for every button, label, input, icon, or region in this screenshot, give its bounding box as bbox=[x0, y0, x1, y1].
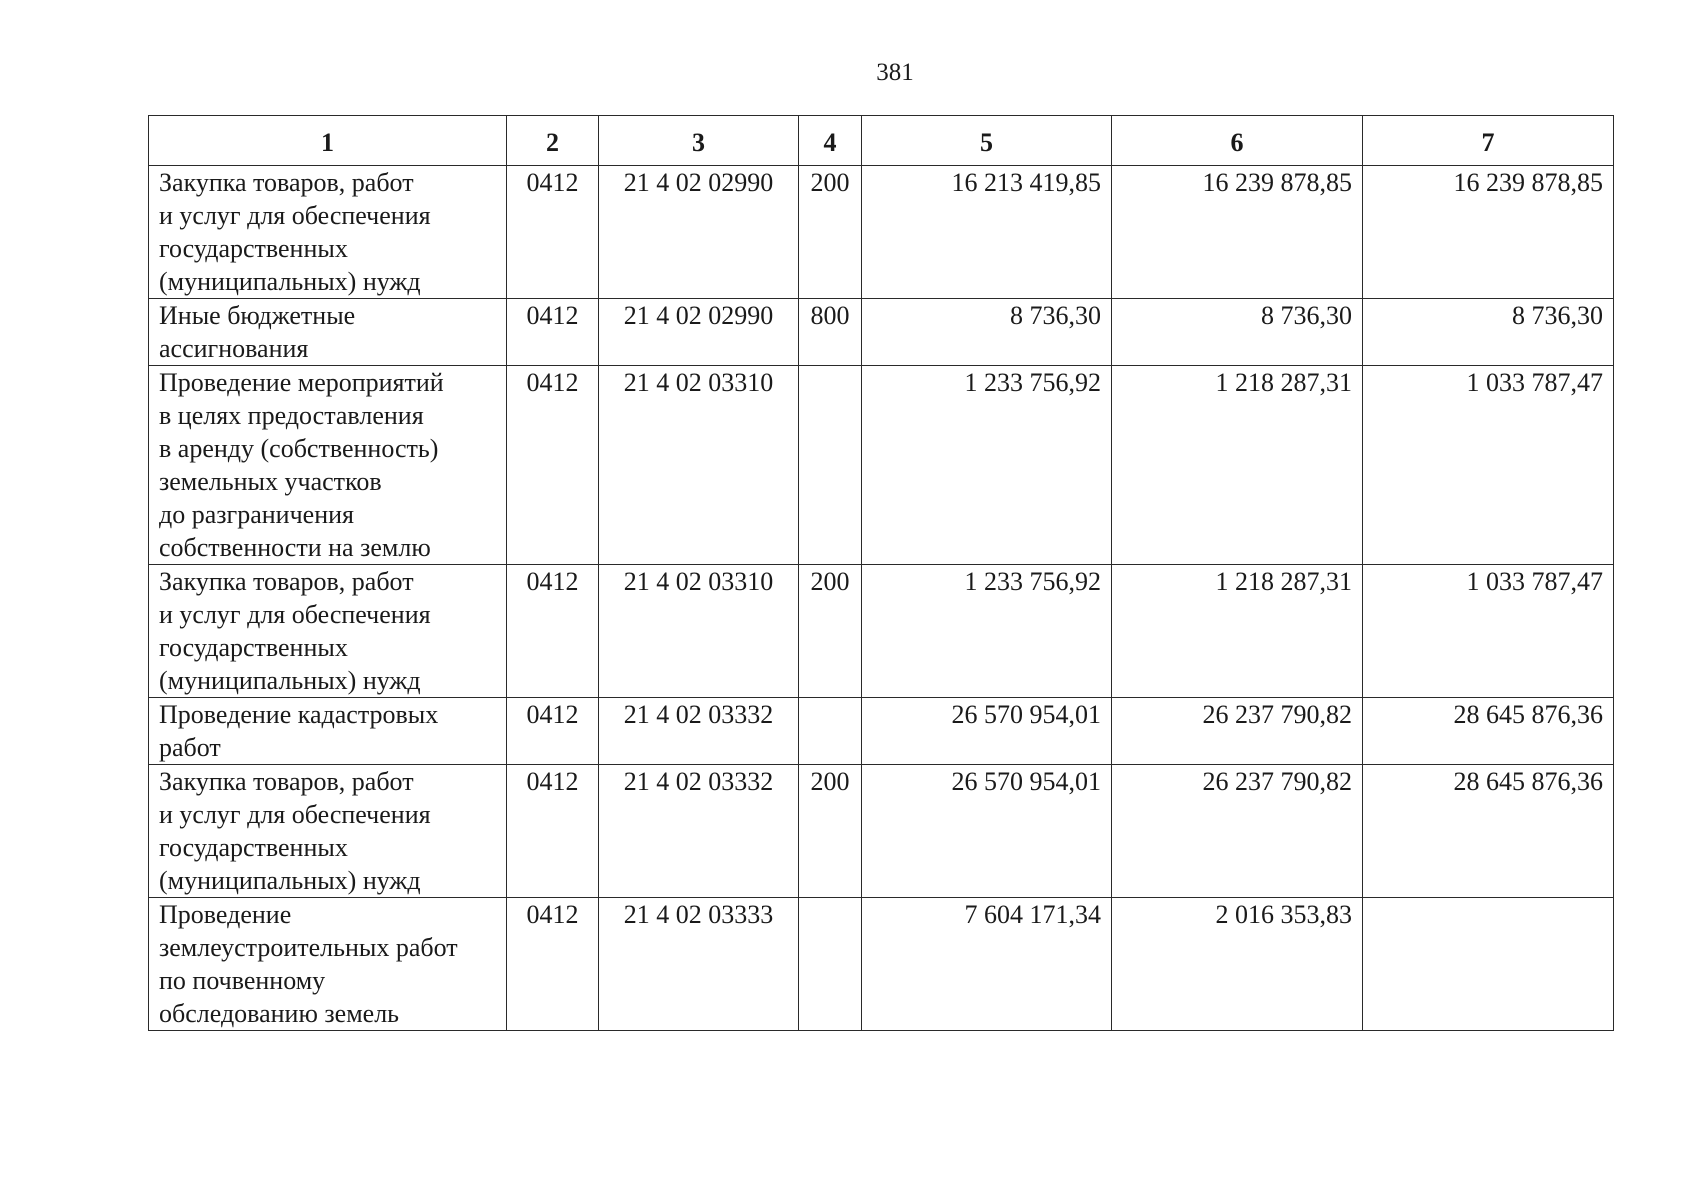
target-article-cell: 21 4 02 03332 bbox=[599, 765, 799, 898]
item-name-line: землеустроительных работ bbox=[159, 933, 458, 962]
item-name-line: работ bbox=[159, 733, 221, 762]
expense-type-cell: 200 bbox=[799, 565, 862, 698]
item-name-line: по почвенному bbox=[159, 966, 326, 995]
item-name-line: Закупка товаров, работ bbox=[159, 168, 414, 197]
amount-col7-cell: 28 645 876,36 bbox=[1363, 765, 1614, 898]
target-article-cell: 21 4 02 03310 bbox=[599, 565, 799, 698]
item-name-line: до разграничения bbox=[159, 500, 354, 529]
amount-col5-cell: 16 213 419,85 bbox=[862, 166, 1112, 299]
page-number: 381 bbox=[876, 59, 914, 86]
target-article-cell: 21 4 02 03332 bbox=[599, 698, 799, 765]
amount-col7-cell bbox=[1363, 898, 1614, 1031]
item-name-line: собственности на землю bbox=[159, 533, 431, 562]
amount-col5-cell: 26 570 954,01 bbox=[862, 765, 1112, 898]
amount-col6-cell: 8 736,30 bbox=[1112, 299, 1363, 366]
item-name-line: и услуг для обеспечения bbox=[159, 201, 431, 230]
item-name-line: ассигнования bbox=[159, 334, 309, 363]
amount-col7-cell: 8 736,30 bbox=[1363, 299, 1614, 366]
section-code-cell: 0412 bbox=[507, 166, 599, 299]
amount-col7-cell: 1 033 787,47 bbox=[1363, 366, 1614, 565]
amount-col6-cell: 1 218 287,31 bbox=[1112, 366, 1363, 565]
amount-col5-cell: 7 604 171,34 bbox=[862, 898, 1112, 1031]
section-code-cell: 0412 bbox=[507, 565, 599, 698]
section-code-cell: 0412 bbox=[507, 366, 599, 565]
amount-col5-cell: 1 233 756,92 bbox=[862, 366, 1112, 565]
item-name-line: обследованию земель bbox=[159, 999, 400, 1028]
target-article-cell: 21 4 02 03310 bbox=[599, 366, 799, 565]
item-name-cell bbox=[149, 565, 507, 698]
section-code-cell: 0412 bbox=[507, 299, 599, 366]
amount-col5-cell: 8 736,30 bbox=[862, 299, 1112, 366]
expense-type-cell bbox=[799, 698, 862, 765]
amount-col6-cell: 16 239 878,85 bbox=[1112, 166, 1363, 299]
amount-col5-cell: 1 233 756,92 bbox=[862, 565, 1112, 698]
item-name-line: государственных bbox=[159, 633, 348, 662]
item-name-line: и услуг для обеспечения bbox=[159, 800, 431, 829]
column-header: 3 bbox=[599, 116, 799, 166]
section-code-cell: 0412 bbox=[507, 898, 599, 1031]
table-row bbox=[149, 698, 1614, 765]
target-article-cell: 21 4 02 02990 bbox=[599, 299, 799, 366]
item-name-line: в аренду (собственность) bbox=[159, 434, 439, 463]
amount-col7-cell: 16 239 878,85 bbox=[1363, 166, 1614, 299]
expense-type-cell: 200 bbox=[799, 765, 862, 898]
item-name-line: Закупка товаров, работ bbox=[159, 567, 414, 596]
item-name-line: Закупка товаров, работ bbox=[159, 767, 414, 796]
column-header: 1 bbox=[149, 116, 507, 166]
item-name-line: в целях предоставления bbox=[159, 401, 424, 430]
item-name-line: земельных участков bbox=[159, 467, 382, 496]
amount-col7-cell: 28 645 876,36 bbox=[1363, 698, 1614, 765]
column-header: 7 bbox=[1363, 116, 1614, 166]
table-row bbox=[149, 299, 1614, 366]
table-row bbox=[149, 898, 1614, 1031]
amount-col5-cell: 26 570 954,01 bbox=[862, 698, 1112, 765]
item-name-line: Проведение кадастровых bbox=[159, 700, 439, 729]
column-header: 5 bbox=[862, 116, 1112, 166]
section-code-cell: 0412 bbox=[507, 765, 599, 898]
amount-col7-cell: 1 033 787,47 bbox=[1363, 565, 1614, 698]
column-header: 4 bbox=[799, 116, 862, 166]
item-name-cell bbox=[149, 299, 507, 366]
item-name-line: (муниципальных) нужд bbox=[159, 666, 421, 695]
expense-type-cell bbox=[799, 898, 862, 1031]
expense-type-cell bbox=[799, 366, 862, 565]
header-row bbox=[149, 116, 1614, 166]
item-name-line: государственных bbox=[159, 234, 348, 263]
target-article-cell: 21 4 02 02990 bbox=[599, 166, 799, 299]
amount-col6-cell: 2 016 353,83 bbox=[1112, 898, 1363, 1031]
table-row bbox=[149, 166, 1614, 299]
item-name-line: Иные бюджетные bbox=[159, 301, 356, 330]
item-name-line: (муниципальных) нужд bbox=[159, 866, 421, 895]
item-name-line: (муниципальных) нужд bbox=[159, 267, 421, 296]
item-name-cell bbox=[149, 366, 507, 565]
item-name-line: государственных bbox=[159, 833, 348, 862]
column-header: 6 bbox=[1112, 116, 1363, 166]
item-name-line: Проведение bbox=[159, 900, 292, 929]
amount-col6-cell: 1 218 287,31 bbox=[1112, 565, 1363, 698]
item-name-cell bbox=[149, 166, 507, 299]
item-name-line: Проведение мероприятий bbox=[159, 368, 444, 397]
column-header: 2 bbox=[507, 116, 599, 166]
item-name-cell bbox=[149, 765, 507, 898]
table-row bbox=[149, 366, 1614, 565]
budget-table bbox=[148, 115, 1614, 1031]
table-row bbox=[149, 565, 1614, 698]
target-article-cell: 21 4 02 03333 bbox=[599, 898, 799, 1031]
item-name-line: и услуг для обеспечения bbox=[159, 600, 431, 629]
amount-col6-cell: 26 237 790,82 bbox=[1112, 765, 1363, 898]
expense-type-cell: 200 bbox=[799, 166, 862, 299]
item-name-cell bbox=[149, 698, 507, 765]
table-row bbox=[149, 765, 1614, 898]
item-name-cell bbox=[149, 898, 507, 1031]
section-code-cell: 0412 bbox=[507, 698, 599, 765]
expense-type-cell: 800 bbox=[799, 299, 862, 366]
amount-col6-cell: 26 237 790,82 bbox=[1112, 698, 1363, 765]
